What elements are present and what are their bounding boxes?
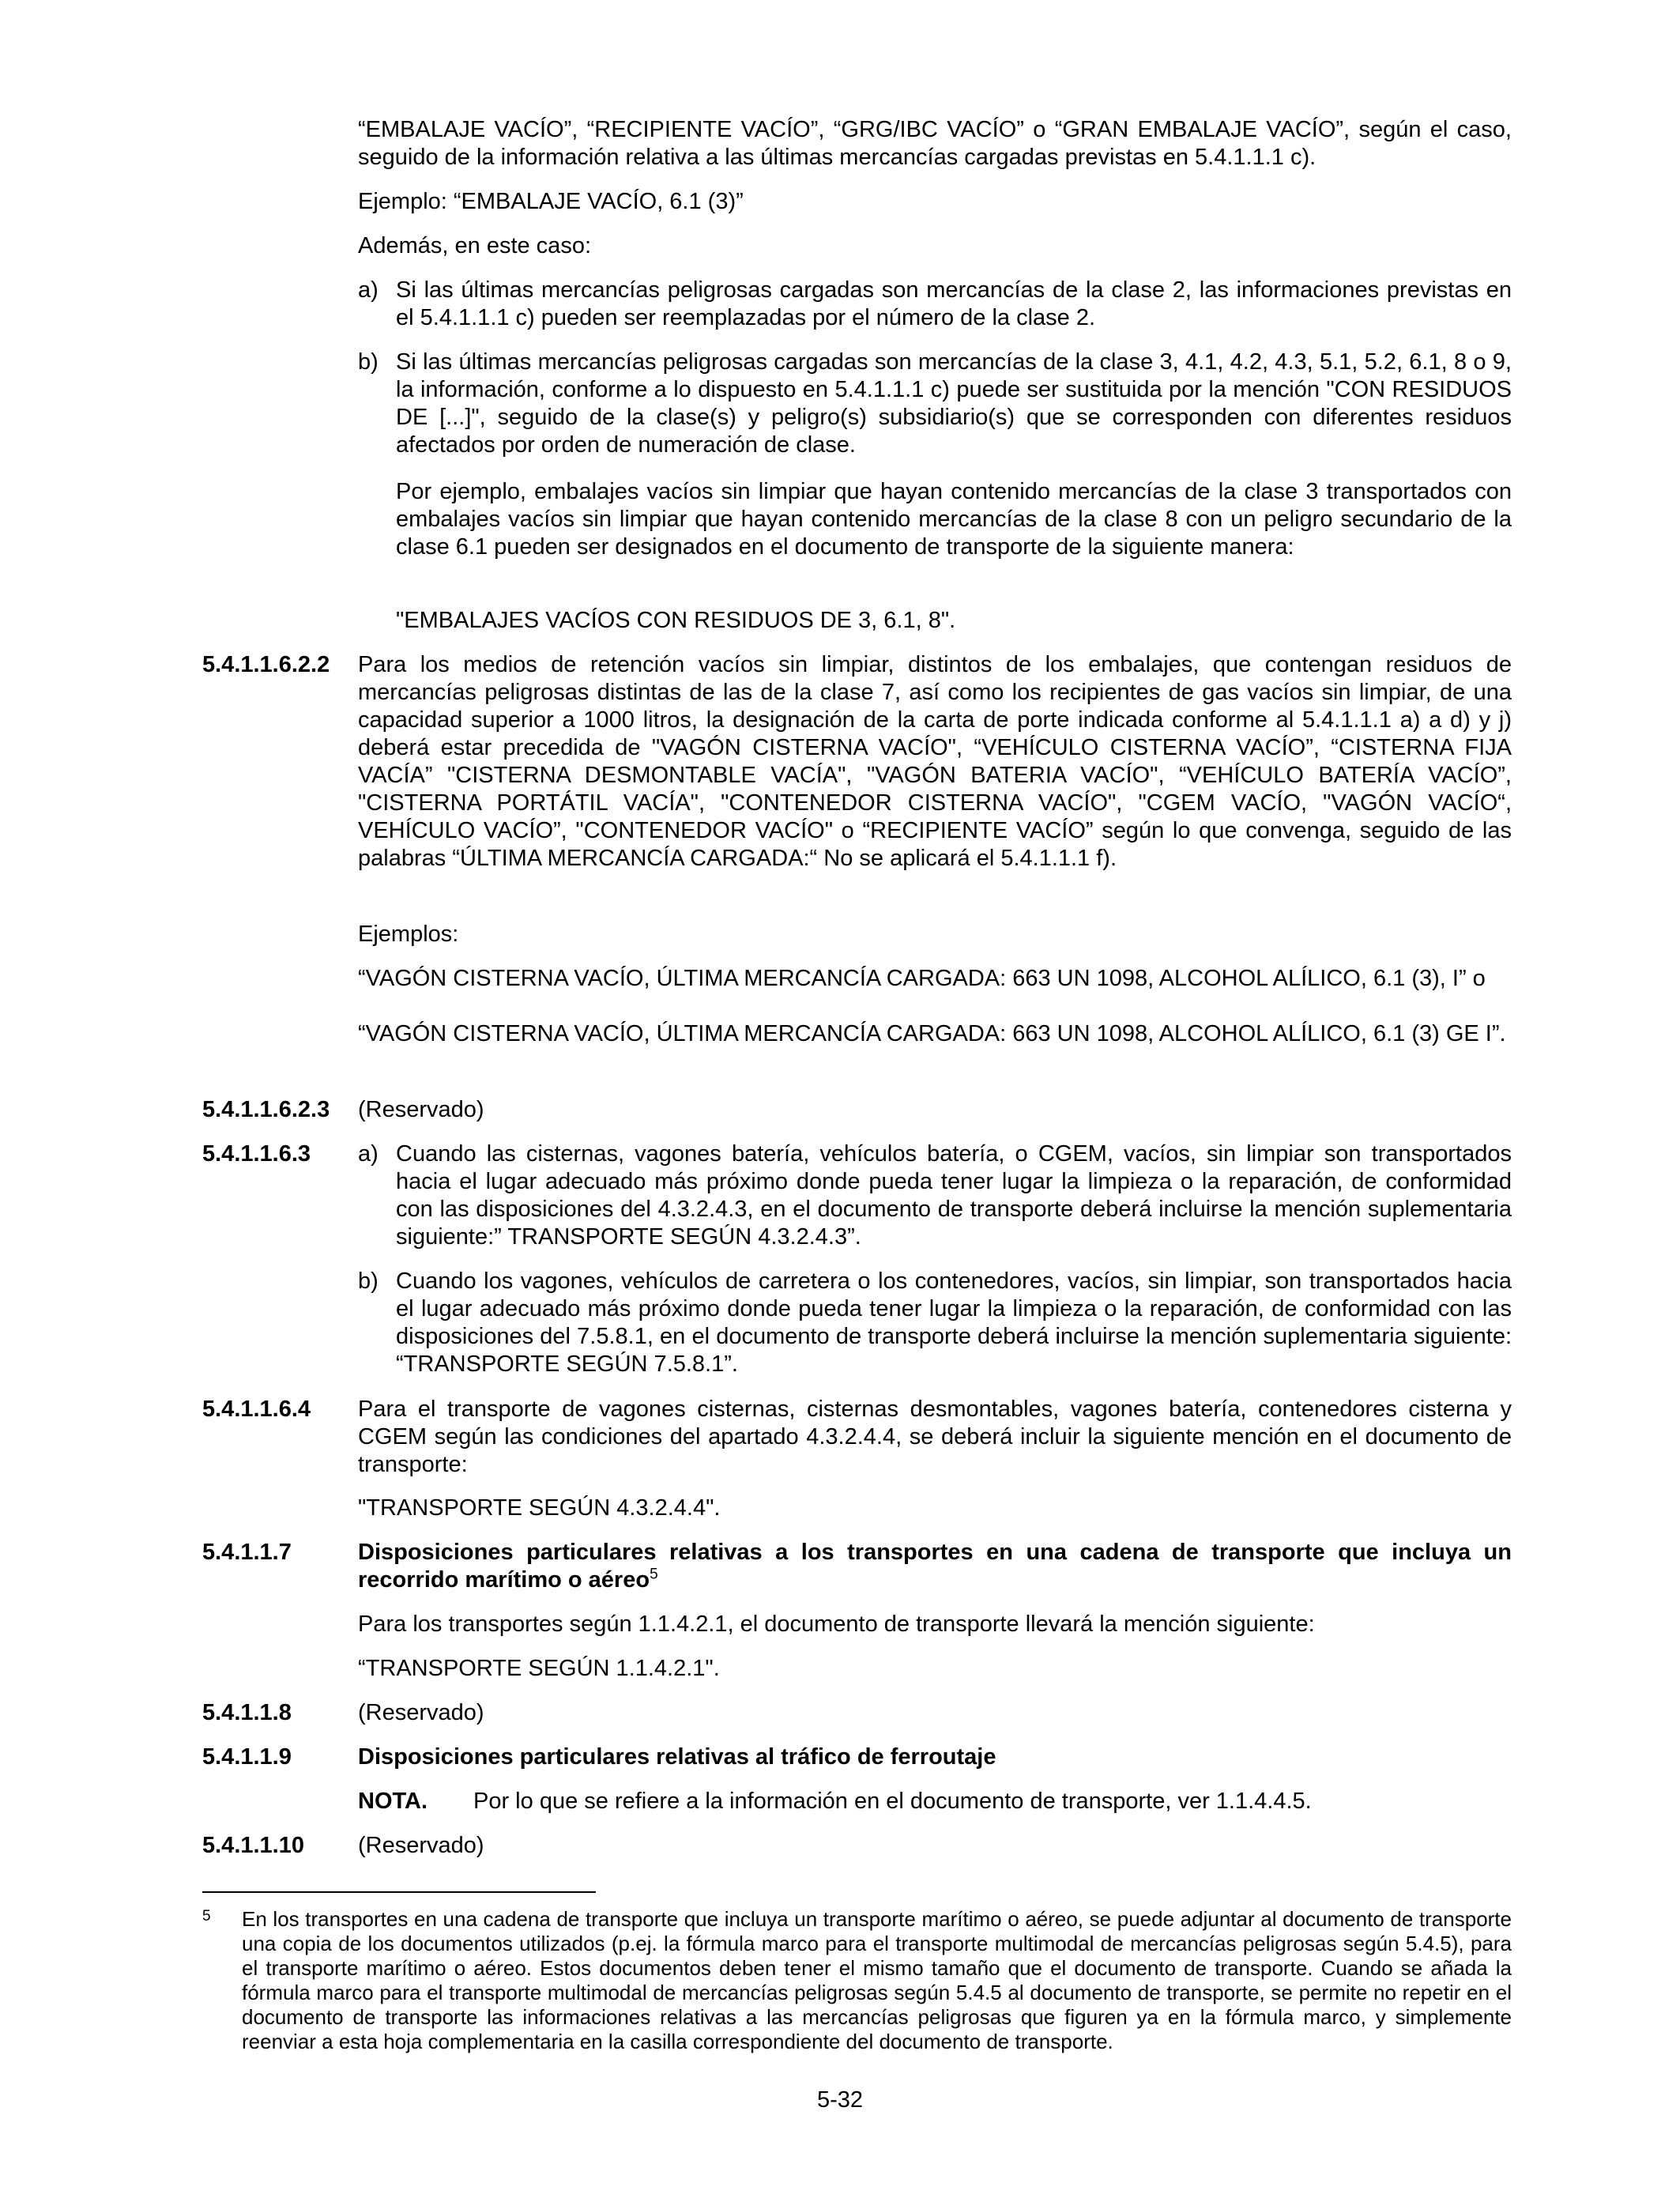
section-number: 5.4.1.1.10 xyxy=(202,1833,304,1858)
list-label: a) xyxy=(358,277,379,303)
list-text: Cuando las cisternas, vagones batería, vehículos batería, o CGEM, vacíos, sin limpiar son transportados hacia el lugar adecuado más próximo donde pueda tener lugar la limpieza o la reparación, de conformidad con las disposiciones del 4.3.2.4.3, en el documento de transporte deberá incluirse la mención suplementaria siguiente:” TRANSPORTE SEGÚN 4.3.2.4.3”. xyxy=(396,1141,1512,1250)
section-number: 5.4.1.1.6.2.2 xyxy=(202,652,330,677)
list-text: Cuando los vagones, vehículos de carretera o los contenedores, vacíos, sin limpiar, son transportados hacia el lugar adecuado más próximo donde pueda tener lugar la limpieza o la reparación, de conformidad con las disposiciones del 7.5.8.1, en el documento de transporte deberá incluirse la mención suplementaria siguiente: “TRANSPORTE SEGÚN 7.5.8.1”. xyxy=(396,1269,1512,1377)
footnote-separator xyxy=(202,1891,596,1893)
note-text: Por lo que se refiere a la información en el documento de transporte, ver 1.1.4.4.5. xyxy=(473,1789,1312,1814)
example-2: “VAGÓN CISTERNA VACÍO, ÚLTIMA MERCANCÍA CARGADA: 663 UN 1098, ALCOHOL ALÍLICO, 6.1 (3) GE I”. xyxy=(358,1021,1506,1046)
example-1: “VAGÓN CISTERNA VACÍO, ÚLTIMA MERCANCÍA CARGADA: 663 UN 1098, ALCOHOL ALÍLICO, 6.1 (3), I” o xyxy=(358,966,1486,991)
footnote-reference[interactable]: 5 xyxy=(650,1566,658,1583)
section-text: Para el transporte de vagones cisternas, cisternas desmontables, vagones batería, contenedores cisterna y CGEM según las condiciones del apartado 4.3.2.4.4, se deberá incluir la siguiente mención en el documento de transporte: xyxy=(358,1397,1512,1477)
section-heading xyxy=(358,1539,1512,1594)
page-number: 5-32 xyxy=(816,2087,864,2113)
section-text: (Reservado) xyxy=(358,1700,484,1725)
section-number: 5.4.1.1.6.3 xyxy=(202,1141,311,1167)
quote-transport: “TRANSPORTE SEGÚN 1.1.4.2.1". xyxy=(358,1656,720,1681)
section-number: 5.4.1.1.7 xyxy=(202,1540,292,1565)
paragraph-empty-packaging: “EMBALAJE VACÍO”, “RECIPIENTE VACÍO”, “GRG/IBC VACÍO” o “GRAN EMBALAJE VACÍO”, según el caso, seguido de la información relativa a las últimas mercancías cargadas previstas en 5.4.1.1.1 c). xyxy=(358,117,1512,170)
note-label: NOTA. xyxy=(358,1789,428,1814)
section-text: (Reservado) xyxy=(358,1833,484,1858)
footnote-text: En los transportes en una cadena de transporte que incluya un transporte marítimo o aéreo, se puede adjuntar al documento de transporte una copia de los documentos utilizados (p.ej. la fórmula marco para el transporte multimodal de mercancías peligrosas según 5.4.5), para el transporte marítimo o aéreo. Estos documentos deben tener el mismo tamaño que el documento de transporte. Cuando se añada la fórmula marco para el transporte multimodal de mercancías peligrosas según 5.4.5 al documento de transporte, se permite no repetir en el documento de transporte las informaciones relativas a las mercancías peligrosas que figuren ya en la fórmula marco, y simplemente reenviar a esta hoja complementaria en la casilla correspondiente del documento de transporte. xyxy=(242,1907,1512,2053)
section-text: (Reservado) xyxy=(358,1097,484,1122)
list-text: Si las últimas mercancías peligrosas cargadas son mercancías de la clase 2, las informaciones previstas en el 5.4.1.1.1 c) pueden ser reemplazadas por el número de la clase 2. xyxy=(396,277,1512,330)
note xyxy=(358,1788,1512,1815)
section-text: Para los transportes según 1.1.4.2.1, el documento de transporte llevará la mención siguiente: xyxy=(358,1612,1315,1637)
list-label: b) xyxy=(358,1269,379,1294)
list-label: b) xyxy=(358,349,379,375)
section-heading-text: Disposiciones particulares relativas a los transportes en una cadena de transporte que incluya un recorrido marítimo o aéreo xyxy=(358,1540,1512,1593)
section-number: 5.4.1.1.8 xyxy=(202,1700,292,1725)
paragraph-additionally: Además, en este caso: xyxy=(358,233,591,258)
section-heading: Disposiciones particulares relativas al tráfico de ferroutaje xyxy=(358,1744,996,1770)
paragraph-for-example: Por ejemplo, embalajes vacíos sin limpiar que hayan contenido mercancías de la clase 3 transportados con embalajes vacíos sin limpiar que hayan contenido mercancías de la clase 8 con un peligro secundario de la clase 6.1 pueden ser designados en el documento de transporte de la siguiente manera: xyxy=(396,479,1512,560)
section-number: 5.4.1.1.6.4 xyxy=(202,1397,311,1422)
quote-residues: "EMBALAJES VACÍOS CON RESIDUOS DE 3, 6.1, 8". xyxy=(396,608,956,633)
quote-transport: "TRANSPORTE SEGÚN 4.3.2.4.4". xyxy=(358,1495,721,1521)
examples-label: Ejemplos: xyxy=(358,922,459,947)
paragraph-example: Ejemplo: “EMBALAJE VACÍO, 6.1 (3)” xyxy=(358,189,744,214)
list-label: a) xyxy=(358,1141,379,1167)
section-number: 5.4.1.1.9 xyxy=(202,1744,292,1770)
section-number: 5.4.1.1.6.2.3 xyxy=(202,1097,330,1122)
footnote-mark: 5 xyxy=(202,1908,211,1924)
list-text: Si las últimas mercancías peligrosas cargadas son mercancías de la clase 3, 4.1, 4.2, 4.3, 5.1, 5.2, 6.1, 8 o 9, la información, conforme a lo dispuesto en 5.4.1.1.1 c) puede ser sustituida por la mención "CON RESIDUOS DE [...]", seguido de la clase(s) y peligro(s) subsidiario(s) que se corresponden con diferentes residuos afectados por orden de numeración de clase. xyxy=(396,349,1512,458)
section-text: Para los medios de retención vacíos sin limpiar, distintos de los embalajes, que contengan residuos de mercancías peligrosas distintas de las de la clase 7, así como los recipientes de gas vacíos sin limpiar, de una capacidad superior a 1000 litros, la designación de la carta de porte indicada conforme al 5.4.1.1.1 a) a d) y j) deberá estar precedida de "VAGÓN CISTERNA VACÍO", “VEHÍCULO CISTERNA VACÍO”, “CISTERNA FIJA VACÍA” "CISTERNA DESMONTABLE VACÍA", "VAGÓN BATERIA VACÍO", “VEHÍCULO BATERÍA VACÍO”, "CISTERNA PORTÁTIL VACÍA", "CONTENEDOR CISTERNA VACÍO", "CGEM VACÍO, "VAGÓN VACÍO“, VEHÍCULO VACÍO”, "CONTENEDOR VACÍO" o “RECIPIENTE VACÍO” según lo que convenga, seguido de las palabras “ÚLTIMA MERCANCÍA CARGADA:“ No se aplicará el 5.4.1.1.1 f). xyxy=(358,652,1512,871)
